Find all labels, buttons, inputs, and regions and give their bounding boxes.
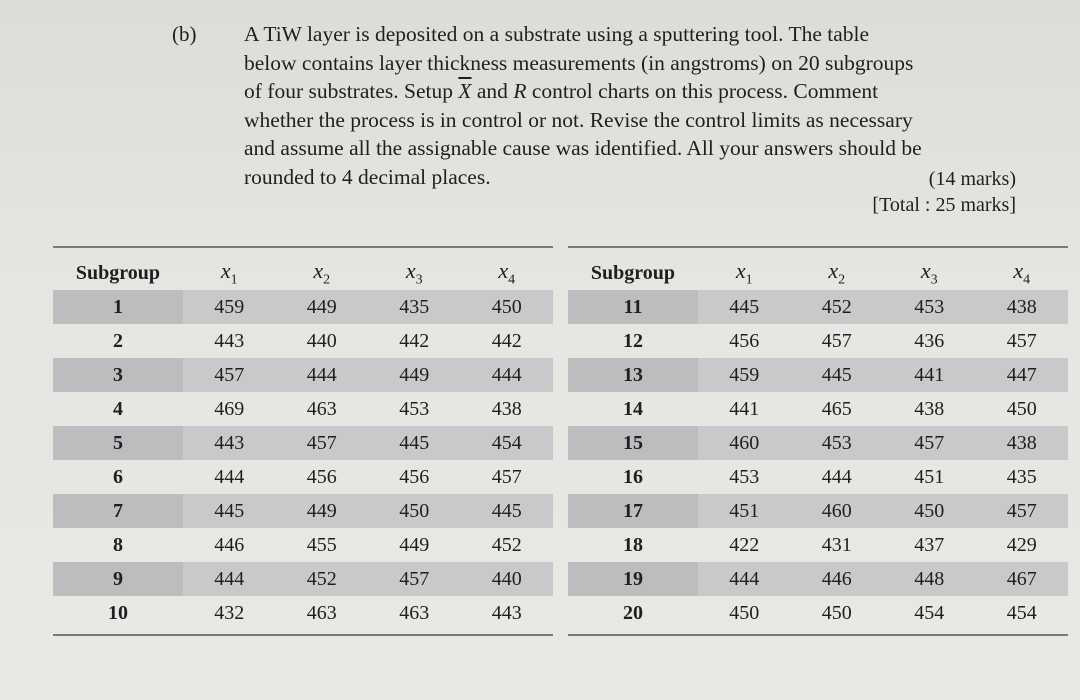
x2-cell: 457 bbox=[821, 329, 852, 352]
x4-cell: 450 bbox=[1006, 397, 1037, 420]
x4-cell: 443 bbox=[491, 601, 522, 624]
x3-cell: 454 bbox=[914, 601, 945, 624]
x4-cell: 442 bbox=[491, 329, 522, 352]
x2-header: $x_2$ bbox=[313, 257, 331, 288]
x1-cell: 444 bbox=[183, 562, 276, 596]
x3-cell: 435 bbox=[368, 290, 461, 324]
x4-cell: 450 bbox=[461, 290, 554, 324]
x1-cell: 441 bbox=[729, 397, 760, 420]
subgroup-cell: 14 bbox=[623, 397, 643, 420]
table-row bbox=[568, 358, 1068, 392]
subgroup-cell: 4 bbox=[113, 397, 123, 420]
x2-cell: 449 bbox=[276, 290, 369, 324]
x1-cell: 469 bbox=[214, 397, 245, 420]
subgroup-cell: 10 bbox=[108, 601, 128, 624]
question-line-3: of four substrates. Setup $\overline{X}$ and R control charts on this process. Comment bbox=[244, 79, 879, 103]
table-row bbox=[53, 324, 553, 358]
table-row bbox=[568, 426, 1068, 460]
total-marks: [Total : 25 marks] bbox=[872, 194, 1016, 216]
x1-cell: 445 bbox=[698, 290, 791, 324]
table-row bbox=[53, 358, 553, 392]
table-bottom-rule bbox=[53, 634, 553, 636]
x4-cell: 452 bbox=[491, 533, 522, 556]
x3-cell: 457 bbox=[883, 426, 976, 460]
x1-cell: 460 bbox=[698, 426, 791, 460]
subgroup-cell: 1 bbox=[53, 290, 183, 324]
subgroup-cell: 7 bbox=[53, 494, 183, 528]
x3-cell: 450 bbox=[883, 494, 976, 528]
subgroup-cell: 15 bbox=[568, 426, 698, 460]
x3-header: $x_3$ bbox=[405, 257, 423, 288]
x3-cell: 450 bbox=[368, 494, 461, 528]
x4-cell: 438 bbox=[491, 397, 522, 420]
table-header-row bbox=[568, 256, 1068, 290]
table-header-row bbox=[53, 256, 553, 290]
x4-cell: 447 bbox=[976, 358, 1069, 392]
x4-cell: 438 bbox=[976, 290, 1069, 324]
table-row bbox=[53, 290, 553, 324]
subgroup-header: Subgroup bbox=[590, 261, 676, 284]
question-line-6: rounded to 4 decimal places. bbox=[244, 164, 491, 189]
x1-cell: 432 bbox=[214, 601, 245, 624]
table-row bbox=[568, 494, 1068, 528]
x3-cell: 437 bbox=[914, 533, 945, 556]
x2-cell: 457 bbox=[276, 426, 369, 460]
subgroup-cell: 6 bbox=[113, 465, 123, 488]
x2-cell: 446 bbox=[791, 562, 884, 596]
subgroup-cell: 11 bbox=[568, 290, 698, 324]
subgroup-cell: 20 bbox=[623, 601, 643, 624]
question-line-5: and assume all the assignable cause was identified. All your answers should be bbox=[244, 136, 922, 160]
x4-header: $x_4$ bbox=[498, 257, 516, 288]
table-row bbox=[568, 596, 1068, 630]
table-bottom-rule bbox=[568, 634, 1068, 636]
x1-cell: 446 bbox=[214, 533, 245, 556]
table-row bbox=[568, 324, 1068, 358]
x4-cell: 454 bbox=[461, 426, 554, 460]
table-row bbox=[53, 494, 553, 528]
x4-header: $x_4$ bbox=[1013, 257, 1031, 288]
x2-cell: 452 bbox=[791, 290, 884, 324]
x1-cell: 443 bbox=[183, 426, 276, 460]
x2-cell: 445 bbox=[791, 358, 884, 392]
x1-cell: 459 bbox=[698, 358, 791, 392]
question-line-1: A TiW layer is deposited on a substrate using a sputtering tool. The table bbox=[244, 22, 870, 46]
x4-cell: 444 bbox=[461, 358, 554, 392]
x2-cell: 440 bbox=[306, 329, 337, 352]
x1-cell: 457 bbox=[183, 358, 276, 392]
table-row bbox=[53, 460, 553, 494]
table-row bbox=[53, 562, 553, 596]
x3-cell: 445 bbox=[368, 426, 461, 460]
table-row bbox=[568, 290, 1068, 324]
subgroup-cell: 3 bbox=[53, 358, 183, 392]
x4-cell: 457 bbox=[1006, 329, 1037, 352]
x1-cell: 443 bbox=[214, 329, 245, 352]
subgroup-cell: 19 bbox=[568, 562, 698, 596]
x3-cell: 457 bbox=[368, 562, 461, 596]
x4-cell: 435 bbox=[1006, 465, 1037, 488]
x3-cell: 449 bbox=[399, 533, 430, 556]
table-top-rule bbox=[53, 246, 553, 248]
x3-cell: 442 bbox=[399, 329, 430, 352]
x3-header: $x_3$ bbox=[920, 257, 938, 288]
x1-cell: 445 bbox=[183, 494, 276, 528]
question-text bbox=[244, 20, 1018, 191]
data-table-left bbox=[53, 246, 553, 636]
x2-cell: 444 bbox=[276, 358, 369, 392]
x1-cell: 459 bbox=[183, 290, 276, 324]
x2-cell: 463 bbox=[306, 601, 337, 624]
x2-cell: 463 bbox=[306, 397, 337, 420]
x3-cell: 453 bbox=[883, 290, 976, 324]
x1-cell: 444 bbox=[214, 465, 245, 488]
question-line-2: below contains layer thickness measurements (in angstroms) on 20 subgroups bbox=[244, 50, 914, 75]
x2-cell: 444 bbox=[821, 465, 852, 488]
subgroup-cell: 18 bbox=[623, 533, 643, 556]
x3-cell: 456 bbox=[399, 465, 430, 488]
data-table-right bbox=[568, 246, 1068, 636]
r-symbol: R bbox=[513, 79, 527, 103]
subgroup-header: Subgroup bbox=[75, 261, 161, 284]
x4-cell: 445 bbox=[461, 494, 554, 528]
x4-cell: 429 bbox=[1006, 533, 1037, 556]
x2-cell: 460 bbox=[791, 494, 884, 528]
x4-cell: 454 bbox=[1006, 601, 1037, 624]
table-row bbox=[53, 528, 553, 562]
x3-cell: 436 bbox=[914, 329, 945, 352]
table-row bbox=[53, 426, 553, 460]
table-row bbox=[53, 596, 553, 630]
table-row bbox=[568, 460, 1068, 494]
x1-cell: 444 bbox=[698, 562, 791, 596]
x2-cell: 452 bbox=[276, 562, 369, 596]
subgroup-cell: 17 bbox=[568, 494, 698, 528]
x3-cell: 463 bbox=[399, 601, 430, 624]
x2-cell: 453 bbox=[791, 426, 884, 460]
subgroup-cell: 9 bbox=[53, 562, 183, 596]
x3-cell: 449 bbox=[368, 358, 461, 392]
table-row bbox=[568, 562, 1068, 596]
x1-cell: 450 bbox=[729, 601, 760, 624]
x3-cell: 438 bbox=[914, 397, 945, 420]
x1-header: $x_1$ bbox=[735, 257, 753, 288]
subgroup-cell: 8 bbox=[113, 533, 123, 556]
subgroup-cell: 12 bbox=[623, 329, 643, 352]
x1-cell: 453 bbox=[729, 465, 760, 488]
subgroup-cell: 2 bbox=[113, 329, 123, 352]
x2-cell: 431 bbox=[821, 533, 852, 556]
x1-cell: 451 bbox=[698, 494, 791, 528]
x3-cell: 441 bbox=[883, 358, 976, 392]
x1-cell: 456 bbox=[729, 329, 760, 352]
x4-cell: 440 bbox=[461, 562, 554, 596]
x3-cell: 451 bbox=[914, 465, 945, 488]
xbar-symbol: $\overline{X}$ bbox=[458, 79, 472, 103]
subgroup-cell: 5 bbox=[53, 426, 183, 460]
x2-cell: 450 bbox=[821, 601, 852, 624]
x2-cell: 465 bbox=[821, 397, 852, 420]
x4-cell: 438 bbox=[976, 426, 1069, 460]
table-row bbox=[53, 392, 553, 426]
subgroup-cell: 16 bbox=[623, 465, 643, 488]
x3-cell: 453 bbox=[399, 397, 430, 420]
question-marks: (14 marks) bbox=[928, 168, 1016, 190]
x4-cell: 457 bbox=[491, 465, 522, 488]
x2-cell: 455 bbox=[306, 533, 337, 556]
x4-cell: 467 bbox=[976, 562, 1069, 596]
x2-header: $x_2$ bbox=[828, 257, 846, 288]
x1-header: $x_1$ bbox=[220, 257, 238, 288]
x3-cell: 448 bbox=[883, 562, 976, 596]
question-line-4: whether the process is in control or not. Revise the control limits as necessary bbox=[244, 107, 913, 132]
x4-cell: 457 bbox=[976, 494, 1069, 528]
x2-cell: 456 bbox=[306, 465, 337, 488]
table-row bbox=[568, 392, 1068, 426]
table-top-rule bbox=[568, 246, 1068, 248]
subgroup-cell: 13 bbox=[568, 358, 698, 392]
x1-cell: 422 bbox=[729, 533, 760, 556]
question-part-label: (b) bbox=[172, 22, 197, 46]
table-row bbox=[568, 528, 1068, 562]
x2-cell: 449 bbox=[276, 494, 369, 528]
